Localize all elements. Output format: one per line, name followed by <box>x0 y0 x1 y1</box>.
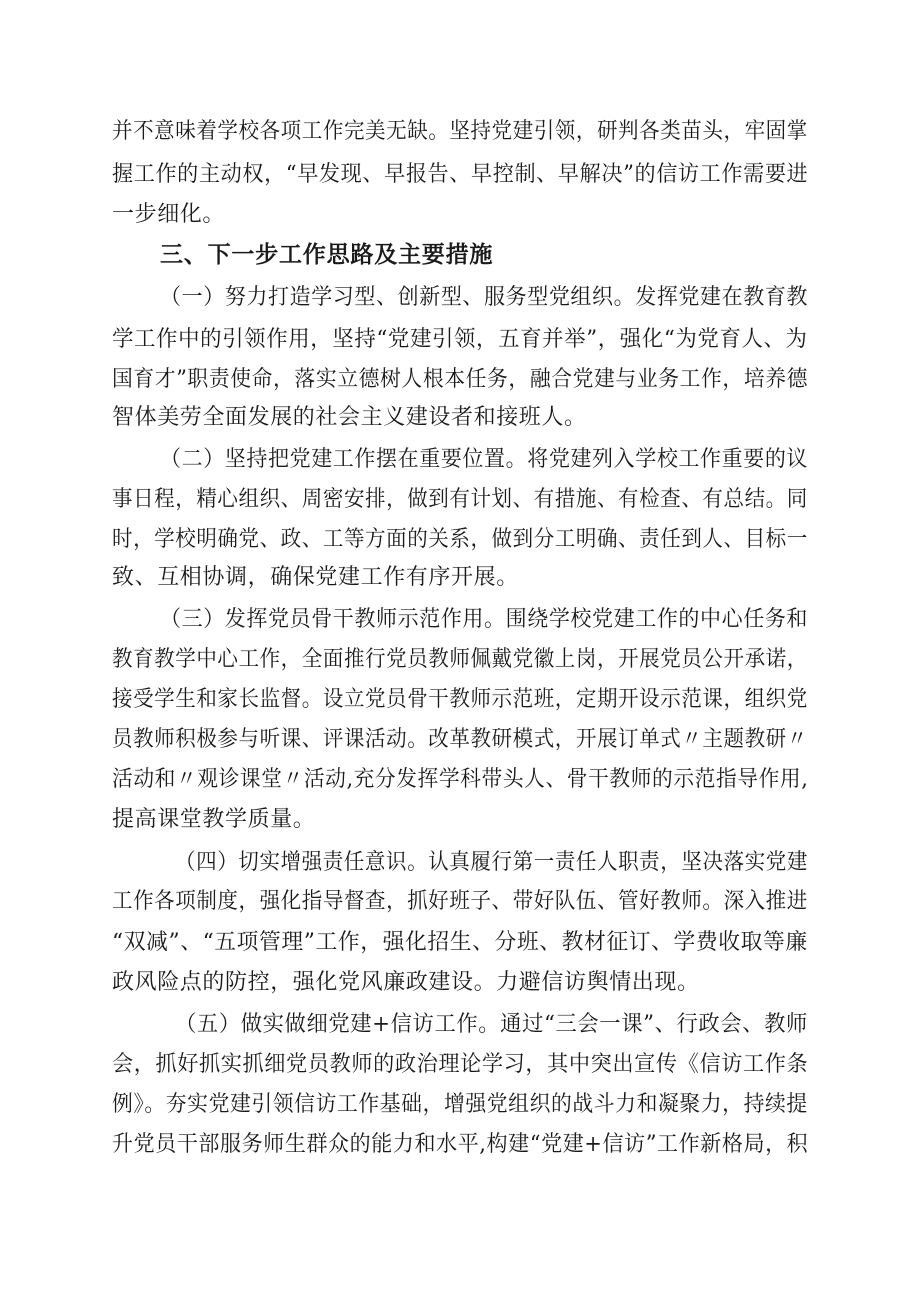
intro-line: 并不意味着学校各项工作完美无缺。坚持党建引领，研判各类苗头，牢固掌 <box>112 119 808 144</box>
paragraph-1-line: 智体美劳全面发展的社会主义建设者和接班人。 <box>112 405 587 430</box>
paragraph-2-line: 致、互相协调，确保党建工作有序开展。 <box>112 565 519 590</box>
intro-line: 握工作的主动权，“早发现、早报告、早控制、早解决”的信访工作需要进 <box>112 162 809 187</box>
paragraph-4-line: （四）切实增强责任意识。认真履行第一责任人职责，坚决落实党建 <box>175 850 808 875</box>
paragraph-4-line: “双减”、“五项管理”工作，强化招生、分班、教材征订、学费收取等廉 <box>112 930 808 955</box>
section-heading: 三、下一步工作思路及主要措施 <box>160 242 494 268</box>
paragraph-5-line: 升党员干部服务师生群众的能力和水平,构建“党建+信访”工作新格局，积 <box>112 1132 809 1157</box>
paragraph-3-line: （三）发挥党员骨干教师示范作用。围绕学校党建工作的中心任务和 <box>160 607 809 632</box>
intro-line: 一步细化。 <box>112 202 226 227</box>
paragraph-3-line: 教育教学中心工作，全面推行党员教师佩戴党徽上岗，开展党员公开承诺， <box>112 647 808 672</box>
paragraph-3-line: 员教师积极参与听课、评课活动。改革教研模式，开展订单式〃主题教研〃 <box>112 727 808 752</box>
paragraph-3-line: 接受学生和家长监督。设立党员骨干教师示范班，定期开设示范课，组织党 <box>112 687 808 712</box>
paragraph-5-line: 例》。夯实党建引领信访工作基础，增强党组织的战斗力和凝聚力，持续提 <box>112 1092 808 1117</box>
paragraph-5-line: （五）做实做细党建+信访工作。通过“三会一课”、行政会、教师 <box>175 1012 808 1037</box>
paragraph-3-line: 活动和〃观诊课堂〃活动,充分发挥学科带头人、骨干教师的示范指导作用, <box>112 767 809 792</box>
paragraph-1-line: （一）努力打造学习型、创新型、服务型党组织。发挥党建在教育教 <box>160 285 809 310</box>
paragraph-2-line: 时，学校明确党、政、工等方面的关系，做到分工明确、责任到人、目标一 <box>112 527 808 552</box>
paragraph-1-line: 学工作中的引领作用，坚持“党建引领，五育并举”，强化“为党育人、为 <box>112 327 808 352</box>
paragraph-2-line: （二）坚持把党建工作摆在重要位置。将党建列入学校工作重要的议 <box>160 447 809 472</box>
paragraph-5-line: 会，抓好抓实抓细党员教师的政治理论学习，其中突出宣传《信访工作条 <box>112 1052 809 1077</box>
paragraph-4-line: 政风险点的防控，强化党风廉政建设。力避信访舆情出现。 <box>112 970 700 995</box>
paragraph-2-line: 事日程，精心组织、周密安排，做到有计划、有措施、有检查、有总结。同 <box>112 487 808 512</box>
paragraph-4-line: 工作各项制度，强化指导督查，抓好班子、带好队伍、管好教师。深入推进 <box>112 889 808 914</box>
paragraph-1-line: 国育才”职责使命，落实立德树人根本任务，融合党建与业务工作，培养德 <box>112 367 809 392</box>
paragraph-3-line: 提高课堂教学质量。 <box>112 807 316 832</box>
